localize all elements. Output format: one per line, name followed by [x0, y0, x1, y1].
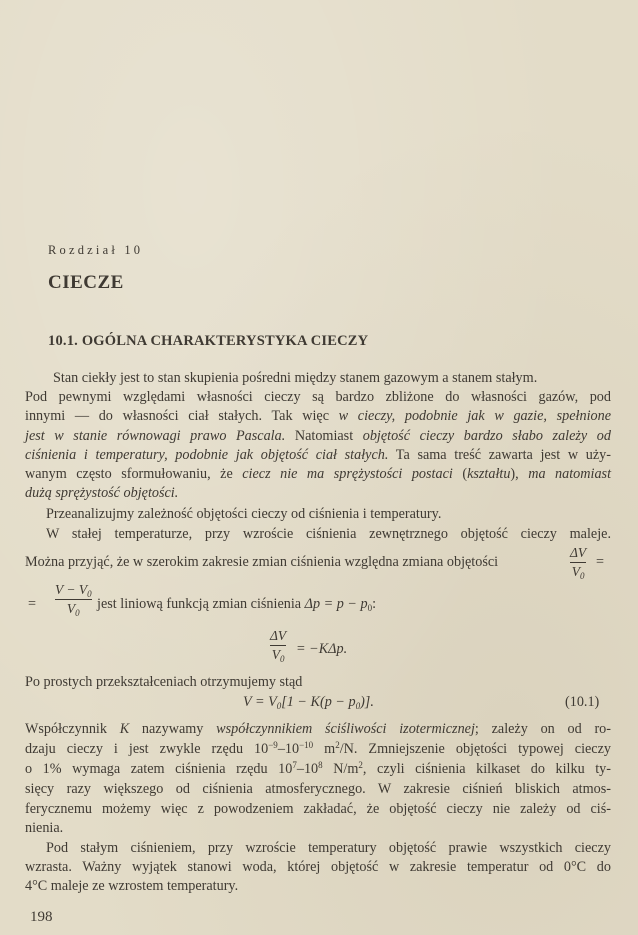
fraction-delta-v-over-v0: ΔV $V_0$: [570, 545, 587, 581]
chapter-title: CIECZE: [48, 272, 124, 293]
paragraph-1-line-6: wanym często sformułowaniu, że ciecz nie ma sprężystości postaci (kształtu), ma natomiast: [25, 466, 612, 482]
equals-sign-2: =: [28, 596, 37, 612]
equation-number: (10.1): [565, 694, 600, 710]
chapter-label: Rozdział 10: [48, 243, 144, 257]
equals-sign: =: [596, 554, 605, 570]
paragraph-1-line-2: Pod pewnymi względami własności cieczy są bardzo zbliżone do własności gazów, pod: [25, 389, 611, 405]
paragraph-5-line-6: nienia.: [25, 820, 64, 836]
paragraph-5-line-2: dzaju cieczy i jest zwykle rzędu $10^{-9}-10^{-10}$ $m^2/N$. Zmniejszenie objętości typowej cieczy: [25, 740, 611, 757]
paragraph-4-line-1: Po prostych przekształceniach otrzymujemy stąd: [25, 674, 303, 690]
paragraph-3-line-2: Można przyjąć, że w szerokim zakresie zmian ciśnienia względna zmiana objętości: [25, 554, 499, 570]
paragraph-6-line-3: 4°C maleje ze wzrostem temperatury.: [25, 878, 239, 894]
page-number: 198: [30, 909, 53, 925]
fraction-equation-1: ΔV $V_0$: [270, 628, 287, 664]
paragraph-2-line-1: Przeanalizujmy zależność objętości cieczy od ciśnienia i temperatury.: [46, 506, 442, 522]
paragraph-5-line-3: o 1% wymaga zatem ciśnienia rzędu $10^7-10^8$ $N/m^2$, czyli ciśnienia kilkaset do kilku ty-: [25, 760, 611, 777]
paragraph-1-line-4: jest w stanie równowagi prawo Pascala. Natomiast objętość cieczy bardzo słabo zależy od: [25, 428, 611, 444]
section-heading: 10.1. OGÓLNA CHARAKTERYSTYKA CIECZY: [48, 333, 369, 349]
paragraph-5-line-5: ferycznemu możemy więc z powodzeniem zakładać, że objętość cieczy nie zależy od ciś-: [25, 801, 611, 817]
paragraph-1-line-3: innymi — do własności ciał stałych. Tak więc w cieczy, podobnie jak w gazie, spełnione: [25, 408, 611, 424]
paragraph-3-line-1: W stałej temperaturze, przy wzroście ciśnienia zewnętrznego objętość cieczy maleje.: [46, 526, 611, 542]
paragraph-6-line-1: Pod stałym ciśnieniem, przy wzroście temperatury objętość prawie wszystkich cieczy: [46, 840, 611, 856]
paragraph-6-line-2: wzrasta. Ważny wyjątek stanowi woda, której objętość w zakresie temperatur od 0°C do: [25, 859, 611, 875]
equation-1-rhs: = −KΔp.: [296, 641, 348, 657]
paragraph-3-line-3: jest liniową funkcją zmian ciśnienia $\Delta p = p - p_0$:: [97, 596, 377, 613]
paragraph-1-line-1: Stan ciekły jest to stan skupienia pośredni między stanem gazowym a stanem stałym.: [53, 370, 538, 386]
equation-2: $V = V_0[1 - K(p - p_0)]$.: [243, 694, 374, 711]
paragraph-5-line-4: sięcy razy większego od ciśnienia atmosferycznego. W zakresie ciśnień bliskich atmos-: [25, 781, 611, 797]
paragraph-1-line-5: ciśnienia i temperatury, podobnie jak objętość ciał stałych. Ta sama treść zawarta jest w uży-: [25, 447, 611, 463]
paragraph-1-line-7: dużą sprężystość objętości.: [25, 485, 179, 501]
paragraph-5-line-1: Współczynnik K nazywamy współczynnikiem ściśliwości izotermicznej; zależy on od ro-: [25, 721, 611, 737]
fraction-v-minus-v0-over-v0: $V - V_0$ $V_0$: [55, 582, 92, 618]
